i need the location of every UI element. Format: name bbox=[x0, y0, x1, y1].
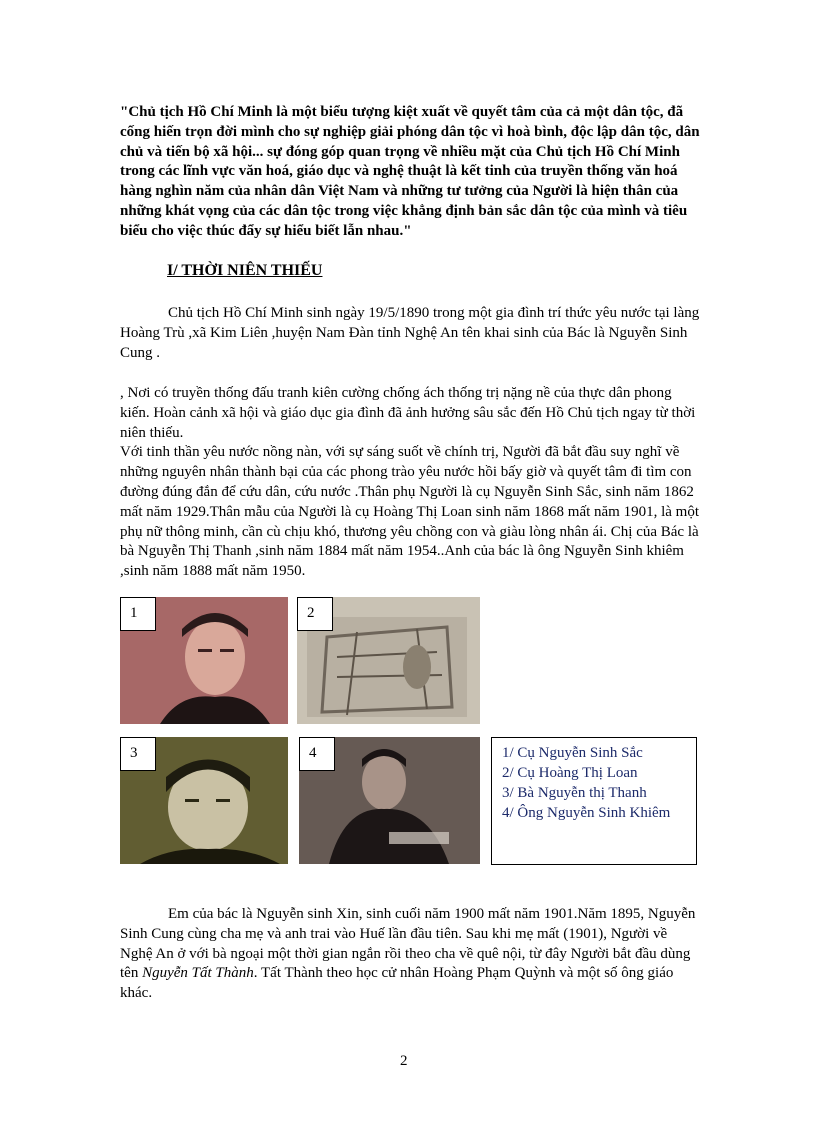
photo-nguyen-sinh-khiem bbox=[299, 737, 480, 864]
section-heading: I/ THỜI NIÊN THIẾU bbox=[167, 262, 323, 279]
paragraph-family-intro: , Nơi có truyền thống đấu tranh kiên cường chống ách thống trị nặng nề của thực dân phong kiến. Hoàn cảnh xã hội và giáo dục gia đình đã ảnh hưởng sâu sắc đến Hồ Chủ tịch ngay từ thời niên thiếu. bbox=[120, 385, 696, 441]
opening-quote: "Chủ tịch Hồ Chí Minh là một biểu tượng kiệt xuất về quyết tâm của cả một dân tộc, đã cống hiến trọn đời mình cho sự nghiệp giải phóng dân tộc vì hoà bình, độc lập dân tộc, dân chủ và tiến bộ xã hội... sự đóng góp quan trọng về nhiều mặt của Chủ tịch Hồ Chí Minh trong các lĩnh vực văn hoá, giáo dục và nghệ thuật là kết tinh của truyền thống văn hoá hàng nghìn năm của nhân dân Việt Nam và những tư tưởng của Người là hiện thân của những khát vọng của các dân tộc trong việc khẳng định bản sắc dân tộc của mình và tiêu biểu cho việc thúc đẩy sự hiểu biết lẫn nhau." bbox=[120, 104, 700, 239]
caption-line: 2/ Cụ Hoàng Thị Loan bbox=[502, 765, 638, 781]
paragraph-childhood bbox=[120, 905, 700, 1004]
paragraph-text: Em của bác là Nguyễn sinh Xin, sinh cuối năm 1900 mất năm 1901.Năm 1895, Nguyễn Sinh Cung cùng cha mẹ và anh trai vào Huế lần đầu tiên. Sau khi mẹ mất (1901), Người về Nghệ An ở với bà ngoại một thời gian ngắn rồi theo cha về quê nội, từ đây Người bắt đầu dùng tên bbox=[120, 906, 696, 982]
paragraph-family bbox=[120, 384, 700, 582]
paragraph-text: . Tất Thành theo học cử nhân Hoàng Phạm Quỳnh và một số ông giáo khác. bbox=[120, 965, 674, 1002]
caption-line: 4/ Ông Nguyễn Sinh Khiêm bbox=[502, 805, 671, 821]
photo-nguyen-sinh-sac bbox=[120, 597, 288, 724]
photo-number: 1 bbox=[120, 597, 156, 631]
photo-number: 4 bbox=[299, 737, 335, 771]
photo-nguyen-thi-thanh bbox=[120, 737, 288, 864]
photo-hoang-thi-loan bbox=[297, 597, 480, 724]
photo-number: 2 bbox=[297, 597, 333, 631]
page-number: 2 bbox=[400, 1053, 408, 1069]
paragraph-birth: Chủ tịch Hồ Chí Minh sinh ngày 19/5/1890 trong một gia đình trí thức yêu nước tại làng Hoàng Trù ,xã Kim Liên ,huyện Nam Đàn tỉnh Nghệ An tên khai sinh của Bác là Nguyễn Sinh Cung . bbox=[120, 305, 700, 361]
caption-line: 1/ Cụ Nguyễn Sinh Sắc bbox=[502, 745, 643, 761]
photo-caption-box bbox=[491, 737, 697, 865]
photo-number: 3 bbox=[120, 737, 156, 771]
name-emphasis: Nguyễn Tất Thành bbox=[142, 965, 254, 982]
paragraph-family-details: Với tinh thần yêu nước nồng nàn, với sự sáng suốt về chính trị, Người đã bắt đầu suy nghĩ về những nguyên nhân thành bại của các phong trào yêu nước hồi bấy giờ và quyết tâm đi tìm con đường đúng đắn để cứu dân, cứu nước .Thân phụ Người là cụ Nguyễn Sinh Sắc, sinh năm 1862 mất năm 1929.Thân mẫu của Người là cụ Hoàng Thị Loan sinh năm 1868 mất năm 1901, là một phụ nữ thông minh, cần cù chịu khó, thương yêu chồng con và giàu lòng nhân ái. Chị của Bác là bà Nguyễn Thị Thanh ,sinh năm 1884 mất năm 1954..Anh của bác là ông Nguyễn Sinh khiêm ,sinh năm 1888 mất năm 1950. bbox=[120, 444, 700, 580]
caption-line: 3/ Bà Nguyễn thị Thanh bbox=[502, 785, 647, 801]
